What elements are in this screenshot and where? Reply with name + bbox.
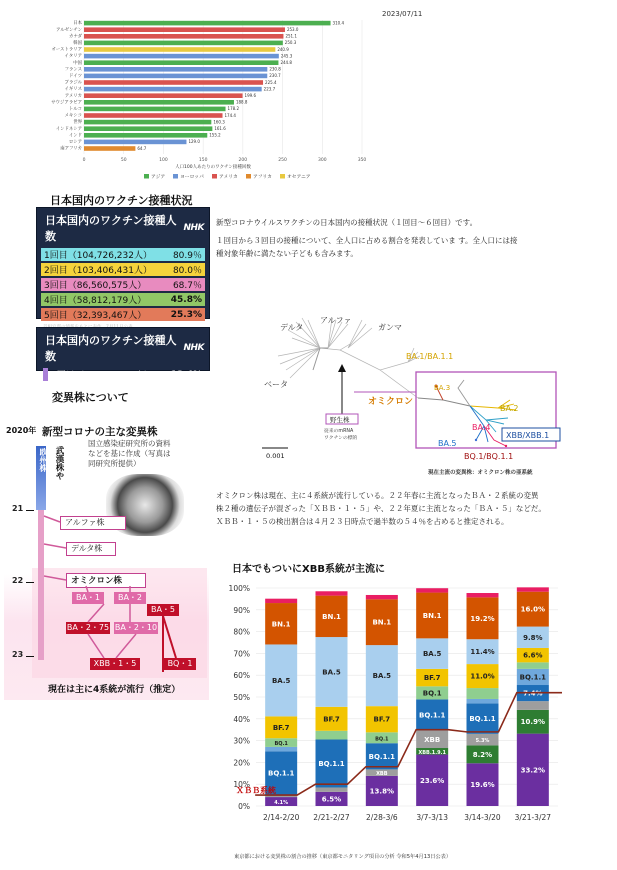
legend-label: ヨーロッパ [180, 175, 204, 180]
stack-segment [517, 587, 549, 591]
category-label: 南アフリカ [60, 146, 82, 152]
segment-label: 19.6% [470, 781, 495, 790]
y-tick-label: 100% [228, 584, 250, 593]
segment-label: BQ.1.1 [519, 673, 547, 682]
intro-line: 新型コロナウイルスワクチンの日本国内の接種状況（１回目〜６回目）です。 [216, 218, 478, 227]
alpha-box: アルファ株 [60, 516, 126, 530]
segment-label: 6.5% [321, 795, 342, 804]
stack-segment [316, 787, 348, 791]
category-label: 日本 [73, 21, 82, 27]
segment-label: 16.0% [520, 605, 545, 614]
dose-row-5 [41, 308, 205, 321]
dose-label: 5回目（32,393,467人） [44, 311, 147, 321]
bar [84, 126, 212, 131]
y-tick-label: 60% [233, 671, 250, 681]
bar-value-label: 155.2 [209, 132, 221, 138]
phylogenetic-tree [258, 308, 568, 488]
bar [84, 120, 211, 125]
category-label: インドネシア [55, 126, 82, 132]
bar-value-label: 230.8 [269, 66, 281, 72]
segment-label: BQ.1.1 [318, 759, 345, 768]
stack-segment [517, 701, 549, 710]
bar [84, 140, 186, 145]
segment-label: BF.7 [323, 715, 340, 724]
wuhan-label: 武漢株や [54, 446, 64, 480]
legend-swatch [246, 174, 251, 179]
delta-box: デルタ株 [66, 542, 116, 556]
timeline-source: 国立感染症研究所の資料 などを基に作成（写真は 同研究所提供） [88, 439, 171, 468]
bar [84, 113, 223, 118]
segment-label: XBB [424, 735, 441, 744]
chart-source: 東京都における変異株の割合の推移（東京都モニタリング項目の分析 令和5年4月13日公表） [234, 854, 452, 860]
bar [84, 87, 262, 92]
bar-value-label: 244.8 [280, 60, 292, 65]
stack-segment [416, 588, 448, 592]
segment-label: BQ.1.1 [418, 711, 446, 720]
label-omicron: オミクロン [368, 397, 414, 407]
year-2020: 2020年 [6, 426, 37, 435]
bar-value-label: 245.3 [280, 53, 293, 59]
dose-percent: 25.3% [170, 309, 202, 320]
label-xbb: XBB/XBB.1 [506, 431, 550, 440]
dose-percent: 68.7％ [172, 281, 202, 291]
dose-percent: 80.9％ [172, 251, 202, 261]
segment-label: BA.5 [271, 676, 291, 685]
dose-row-1 [41, 248, 205, 261]
category-label: 中国 [73, 60, 82, 66]
xbb-line-label: ＸＢＢ系統 [236, 786, 276, 796]
label-delta: デルタ [280, 323, 304, 332]
ba5-box: BA・5 [147, 604, 179, 616]
intro-text [216, 216, 611, 260]
scale-bar-label: 0.001 [266, 452, 285, 460]
segment-label: XBB.1.9.1 [418, 749, 446, 756]
segment-label: BQ.1 [375, 736, 389, 743]
y-tick-label: 80% [233, 627, 250, 637]
dose-label: 4回目（58,812,179人） [44, 296, 147, 306]
bar-value-label: 240.9 [277, 46, 289, 52]
omicron-box: オミクロン株 [66, 573, 146, 588]
y-tick-label: 30% [233, 736, 250, 746]
label-bq: BQ.1/BQ.1.1 [464, 452, 514, 461]
segment-label: BF.7 [373, 715, 391, 724]
bar [84, 146, 135, 151]
bar [84, 133, 207, 138]
bar [84, 93, 243, 98]
segment-label: 6.6% [523, 651, 543, 660]
bar [84, 74, 267, 79]
dose-label: 6回目（17,031,429人） [51, 371, 154, 381]
label-ba5: BA.5 [438, 439, 457, 448]
dose-row-2 [41, 263, 205, 276]
omicron-text [216, 489, 611, 528]
legend-label: オセアニア [287, 175, 311, 180]
category-label: ブラジル [64, 80, 82, 86]
bar-value-label: 188.8 [235, 99, 248, 105]
bar [84, 41, 283, 46]
panel-title: 日本国内のワクチン接種人数 [45, 214, 177, 243]
bar-value-label: 253.0 [286, 27, 299, 32]
dose-label: 3回目（86,560,575人） [44, 281, 147, 291]
category-label: インド [68, 133, 82, 139]
dose-percent: 80.0％ [172, 266, 202, 276]
tree-caption: 現在主流の変異株：オミクロン株の亜系統 [428, 470, 533, 476]
label-ba1: BA.1/BA.1.1 [406, 352, 454, 361]
stack-segment [467, 593, 499, 597]
category-label: アメリカ [64, 93, 82, 99]
segment-label: XBB [376, 771, 388, 778]
bar-value-label: 129.0 [188, 139, 200, 145]
category-label: カナダ [69, 34, 82, 40]
label-wild-type: 野生株 [330, 416, 350, 424]
stack-segment [467, 688, 499, 699]
ba1-box: BA・1 [72, 592, 104, 604]
xbb15-box: XBB・1・5 [90, 658, 140, 670]
segment-label: 7.4% [523, 689, 543, 698]
dose-percent: 45.8% [170, 294, 202, 305]
ba210-box: BA・2・10 [114, 623, 158, 632]
segment-label: BN.1 [422, 611, 442, 620]
panel-title: 日本国内のワクチン接種人数 [45, 334, 177, 363]
segment-label: BF.7 [423, 674, 441, 683]
stack-segment [467, 699, 499, 703]
y-tick-label: 0% [238, 802, 250, 811]
category-label: サウジアラビア [51, 100, 82, 106]
x-tick-label: 0 [82, 158, 86, 163]
ba275-box: BA・2・75 [66, 623, 110, 632]
segment-label: BF.7 [272, 723, 290, 732]
y-tick-label: 40% [233, 714, 250, 724]
bar [84, 80, 263, 85]
vaccination-panel-1 [36, 207, 210, 319]
legend-swatch [173, 174, 178, 179]
bar [84, 100, 234, 105]
bar-value-label: 225.4 [265, 79, 277, 85]
segment-label: BQ.1.1 [267, 769, 295, 778]
segment-label: 10.9% [520, 718, 545, 727]
x-tick-label: 300 [317, 158, 327, 163]
category-label: フランス [64, 67, 82, 73]
y-tick-label: 70% [233, 649, 250, 659]
bar [84, 67, 267, 72]
segment-label: BA.5 [322, 668, 341, 677]
omicron-line: 株２種の遺伝子が混ざった「ＸＢＢ・１・５」や、２２年夏に主流となった「ＢＡ・５」などだ。 [216, 504, 546, 513]
stack-segment [316, 731, 348, 740]
variant-timeline [4, 420, 209, 700]
euro-label: 欧州株 [39, 448, 48, 472]
segment-label: BQ.1 [422, 689, 442, 698]
segment-label: BN.1 [372, 618, 392, 627]
year-21: 21 [12, 504, 24, 513]
label-wild-note-1: 従来のmRNA [324, 429, 354, 434]
x-tick-label: 2/28-3/6 [366, 813, 398, 822]
bar-value-label: 251.1 [285, 33, 297, 39]
segment-label: BN.1 [271, 620, 291, 629]
x-tick-label: 3/14-3/20 [464, 813, 501, 822]
x-tick-label: 350 [357, 158, 367, 163]
vaccination-panel-2 [36, 327, 210, 381]
x-axis-label: 人口100人あたりのワクチン接種回数 [175, 165, 251, 170]
year-23: 23 [12, 650, 24, 659]
legend-swatch [212, 174, 217, 179]
xbb-chart-heading: 日本でもついにXBB系統が主流に [232, 564, 385, 575]
bar-value-label: 161.6 [214, 126, 226, 131]
segment-label: 9.8% [523, 633, 543, 642]
bar [84, 54, 279, 59]
label-alpha: アルファ [320, 316, 352, 325]
bar [84, 21, 331, 26]
variant-heading: 変異株について [52, 391, 129, 404]
category-label: ロシア [68, 140, 82, 145]
category-label: 世界 [73, 120, 82, 126]
bar-value-label: 223.7 [263, 86, 276, 92]
legend-swatch [280, 174, 285, 179]
segment-label: BQ.1.1 [368, 752, 396, 761]
bar-value-label: 230.7 [269, 73, 281, 79]
category-label: イギリス [64, 87, 82, 93]
category-label: オーストラリア [51, 47, 82, 53]
y-tick-label: 90% [233, 605, 250, 615]
dose-row-3 [41, 278, 205, 291]
stack-segment [517, 662, 549, 669]
label-beta: ベータ [264, 380, 288, 389]
segment-label: BA.5 [372, 672, 392, 681]
x-tick-label: 2/21-2/27 [313, 813, 350, 822]
nhk-logo: NHK [183, 223, 204, 233]
y-tick-label: 50% [233, 693, 250, 702]
label-ba2: BA.2 [500, 404, 519, 413]
dose-row-4 [41, 293, 205, 306]
bar-value-label: 174.4 [224, 112, 236, 118]
category-label: ドイツ [69, 74, 82, 79]
legend-label: アフリカ [253, 175, 272, 180]
timeline-title: 新型コロナの主な変異株 [42, 426, 158, 438]
segment-label: BN.1 [322, 612, 341, 621]
segment-label: 19.2% [470, 614, 495, 623]
legend-swatch [144, 174, 149, 179]
segment-label: 23.6% [420, 776, 445, 785]
bar [84, 27, 285, 32]
stack-segment [265, 599, 297, 603]
year-22: 22 [12, 576, 24, 585]
bar-value-label: 178.2 [227, 106, 239, 112]
category-label: イタリア [64, 54, 82, 60]
bq1-box: BQ・1 [164, 658, 196, 670]
category-label: 韓国 [73, 41, 82, 46]
x-tick-label: 3/7-3/13 [416, 813, 448, 822]
bar-value-label: 64.7 [137, 145, 147, 151]
segment-label: 13.8% [369, 787, 394, 796]
x-tick-label: 150 [198, 158, 208, 163]
segment-label: 8.2% [472, 750, 493, 759]
legend-label: アジア [151, 175, 166, 180]
x-tick-label: 3/21-3/27 [514, 813, 552, 822]
segment-label: 11.0% [470, 672, 495, 681]
segment-label: BQ.1 [274, 741, 288, 748]
x-tick-label: 200 [238, 158, 248, 163]
bar-value-label: 310.4 [332, 20, 344, 26]
x-tick-label: 250 [278, 158, 287, 163]
segment-label: 11.4% [470, 648, 495, 657]
legend-label: アメリカ [219, 175, 238, 180]
x-tick-label: 100 [159, 158, 168, 163]
intro-line: １回目から３回目の接種について、全人口に占める割合を発表していま す。全人口には接 [216, 236, 518, 245]
dose-label: 2回目（103,406,431人） [44, 266, 152, 276]
domestic-heading: 日本国内のワクチン接種状況 [50, 194, 193, 207]
vaccination-bar-chart [40, 16, 370, 192]
label-ba3: BA.3 [434, 384, 451, 392]
x-tick-label: 2/14-2/20 [262, 813, 300, 822]
ba2-box: BA・2 [114, 592, 146, 604]
segment-label: BQ.1.1 [469, 715, 496, 724]
bar [84, 34, 283, 39]
stack-segment [366, 595, 398, 599]
stack-segment [316, 591, 348, 595]
bar [84, 60, 278, 65]
variant-share-chart [212, 580, 568, 830]
stack-segment [265, 747, 297, 751]
dose-percent: 13.4% [170, 369, 202, 380]
dose-row-6 [43, 368, 205, 381]
intro-line: 種対象年齢に満たない子どもも含みます。 [216, 249, 358, 258]
omicron-line: オミクロン株は現在、主に４系統が流行している。２２年春に主流となったＢＡ・２系統の変異 [216, 491, 539, 500]
label-wild-note-2: ワクチンの標的 [324, 436, 358, 441]
timeline-footer: 現在は主に4系統が流行（推定） [48, 685, 181, 695]
nhk-logo: NHK [183, 343, 204, 353]
segment-label: 4.1% [274, 800, 289, 807]
category-label: アルゼンチン [56, 27, 82, 33]
bar-value-label: 160.3 [213, 119, 225, 125]
omicron-line: ＸＢＢ・１・５の検出割合は４月２３日時点で過半数の５４％を占めると推定される。 [216, 517, 509, 526]
segment-label: 33.2% [520, 766, 545, 775]
x-tick-label: 50 [120, 158, 127, 163]
category-label: トルコ [68, 107, 82, 112]
label-ba4: BA.4 [472, 423, 491, 432]
bar-value-label: 250.3 [284, 40, 297, 46]
segment-label: 5.3% [475, 738, 490, 745]
category-label: メキシコ [64, 113, 82, 119]
date-stamp: 2023/07/11 [382, 10, 423, 18]
bar [84, 107, 226, 112]
bar [84, 47, 275, 52]
y-tick-label: 20% [233, 758, 250, 768]
y-tick-label: 10% [233, 780, 250, 790]
dose-label: 1回目（104,726,232人） [44, 251, 152, 261]
label-gamma: ガンマ [378, 323, 402, 332]
bar-value-label: 199.6 [244, 93, 256, 98]
xbb-line [255, 693, 562, 795]
segment-label: BA.5 [422, 650, 442, 659]
